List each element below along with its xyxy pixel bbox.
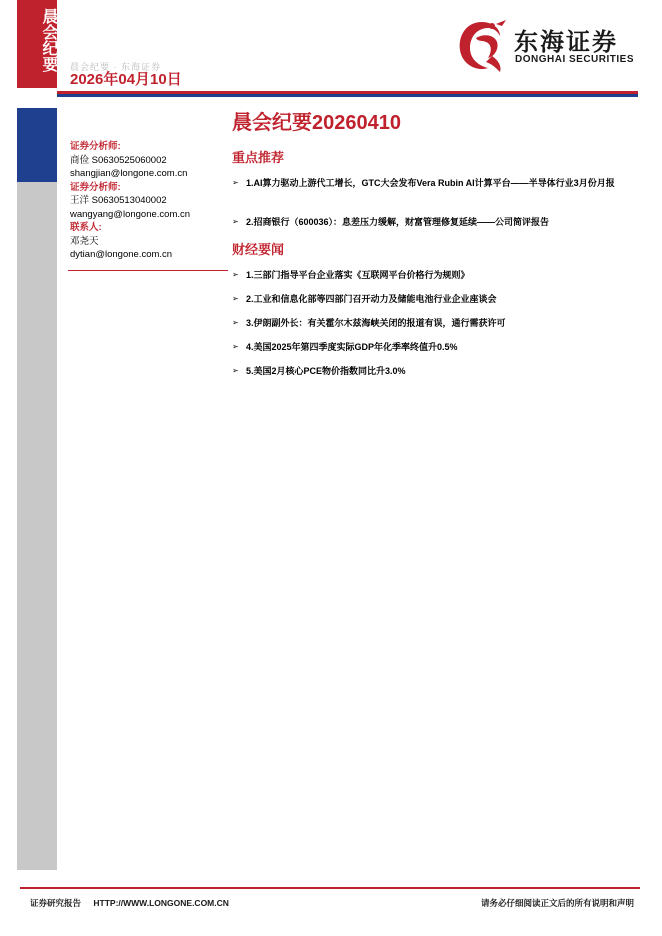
analyst-role: 证券分析师: [70,141,121,152]
list-item-text: 2.招商银行（600036）：息差压力缓解，财富管理修复延续——公司简评报告 [246,217,550,227]
logo-chinese-name: 东海证券 [514,29,618,56]
analyst-divider [68,270,228,271]
section-title-news: 财经要闻 [232,242,285,257]
analyst-block [70,140,230,262]
list-item[interactable] [232,292,642,306]
arrow-bullet-icon: ➢ [232,217,239,226]
list-item-text: 1.AI算力驱动上游代工增长，GTC大会发布Vera Rubin AI计算平台——半导体行业3月份月报 [246,178,615,188]
arrow-bullet-icon: ➢ [232,318,239,327]
dragon-logo-icon [452,16,512,74]
contact-role: 联系人: [70,222,102,233]
list-item[interactable] [232,340,642,354]
list-item-text: 5.美国2月核心PCE物价指数同比升3.0% [246,366,406,376]
analyst-name-id: 王洋 S0630513040002 [70,195,167,206]
analyst-email[interactable]: wangyang@longone.com.cn [70,208,191,220]
list-item[interactable] [232,364,642,378]
sidebar-gray-block [17,182,57,870]
list-item[interactable] [232,268,642,282]
header-rule-blue [57,94,638,97]
footer-rule [20,887,640,889]
list-item-text: 4.美国2025年第四季度实际GDP年化季率终值升0.5% [246,342,458,352]
arrow-bullet-icon: ➢ [232,294,239,303]
footer-disclaimer: 请务必仔细阅读正文后的所有说明和声明 [480,898,634,908]
document-title: 晨会纪要20260410 [232,112,401,134]
list-item[interactable] [232,316,642,330]
footer-report-label: 证券研究报告 [30,898,82,908]
logo-english-name: DONGHAI SECURITIES [515,54,635,65]
analyst-name-id: 商俭 S0630525060002 [70,154,167,166]
analyst-email[interactable]: shangjian@longone.com.cn [70,168,188,179]
list-item-text: 2.工业和信息化部等四部门召开动力及储能电池行业企业座谈会 [246,294,497,304]
faint-header-text: 晨会纪要 · 东海证券 [70,62,161,72]
arrow-bullet-icon: ➢ [232,366,239,375]
report-date: 2026年04月10日 [70,71,182,88]
sidebar-tab [17,0,57,88]
sidebar-blue-block [17,108,57,182]
analyst-role: 证券分析师: [70,181,121,193]
arrow-bullet-icon: ➢ [232,178,239,187]
list-item-text: 1.三部门指导平台企业落实《互联网平台价格行为规则》 [246,270,470,280]
list-item[interactable] [232,176,642,190]
sidebar-tab-label: 晨会纪要 [40,8,57,72]
list-item[interactable] [232,215,642,229]
arrow-bullet-icon: ➢ [232,342,239,351]
list-item-text: 3.伊朗副外长：有关霍尔木兹海峡关闭的报道有误，通行需获许可 [246,318,506,328]
arrow-bullet-icon: ➢ [232,270,239,279]
footer-website-link[interactable]: HTTP://WWW.LONGONE.COM.CN [93,898,229,908]
section-title-highlights: 重点推荐 [232,150,285,165]
contact-email[interactable]: dytian@longone.com.cn [70,249,173,260]
footer-left [30,897,229,909]
contact-name: 邓尧天 [70,235,99,247]
